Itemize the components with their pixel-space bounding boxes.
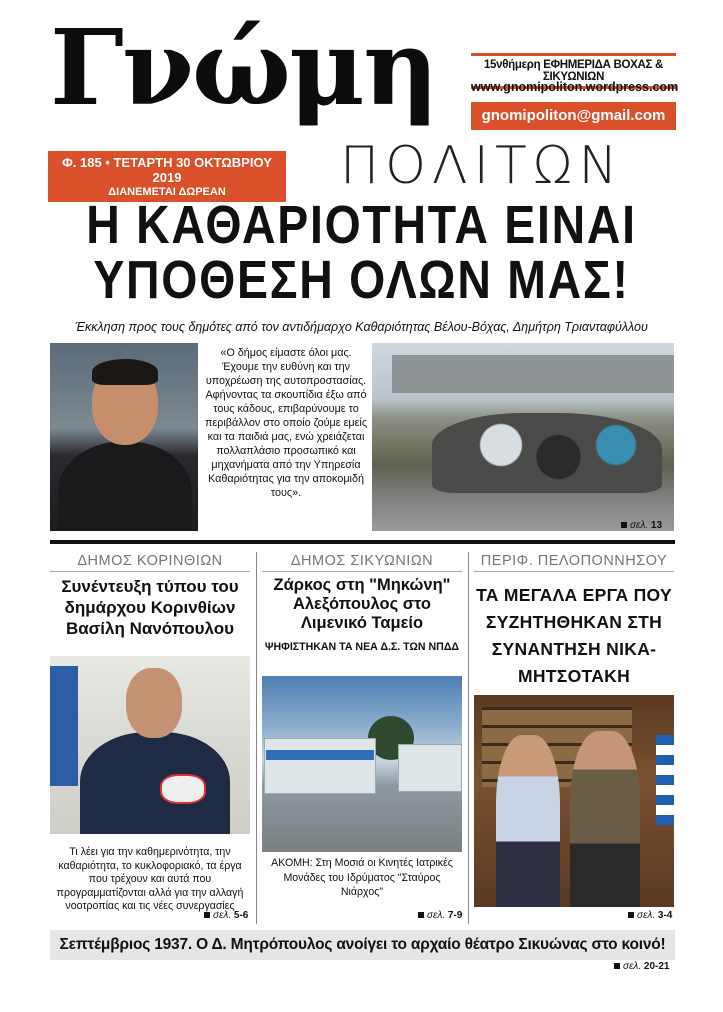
square-bullet-icon — [628, 912, 634, 918]
lead-quote: «Ο δήμος είμαστε όλοι μας. Έχουμε την ευθύνη και την υποχρέωση της αυτοπροστασίας. Αφήνοντας τα σκουπίδια έξω από τους κάδους, επιβαρύνουμε το περιβάλλον στο οποίο ζούμε εμείς και τα παιδιά μας, ενώ χρειάζεται πολλαπλάσιο προσωπικό και μηχανήματα από την Υπηρεσία Καθαριότητας για την αποκομιδή τους». — [204, 347, 368, 499]
info-box — [471, 53, 679, 133]
square-bullet-icon — [204, 912, 210, 918]
meeting-photo — [474, 695, 674, 907]
logo-title: Γνώμη — [50, 6, 437, 129]
square-bullet-icon — [621, 522, 627, 528]
lead-page-ref[interactable]: σελ. 13 — [621, 520, 662, 531]
section-divider — [50, 540, 675, 544]
title-corinth[interactable]: Συνέντευξη τύπου του δημάρχου Κορινθίων Βασίλη Νανόπουλου — [61, 577, 239, 638]
kicker-peloponnese: ΠΕΡΙΦ. ΠΕΛΟΠΟΝΝΗΣΟΥ — [474, 553, 674, 572]
bottom-page-ref[interactable]: σελ. 20-21 — [614, 961, 669, 972]
free-distribution: ΔΙΑΝΕΜΕΤΑΙ ΔΩΡΕΑΝ — [108, 186, 226, 198]
caption-sikyon: ΑΚΟΜΗ: Στη Μοσιά οι Κινητές Ιατρικές Μονάδες του Ιδρύματος "Σταύρος Νιάρχος" — [271, 857, 453, 898]
square-bullet-icon — [614, 963, 620, 969]
tagline: 15νθήμερη ΕΦΗΜΕΡΙΔΑ ΒΟΧΑΣ & ΣΙΚΥΩΝΙΩΝ — [471, 53, 676, 89]
website-link[interactable]: www.gnomipoliton.wordpress.com — [471, 80, 679, 94]
column-corinth — [50, 553, 250, 639]
logo-subtitle: ΠΟΛΙΤΩΝ — [340, 136, 624, 196]
kicker-corinth: ΔΗΜΟΣ ΚΟΡΙΝΘΙΩΝ — [50, 553, 250, 572]
headline-line-2: ΥΠΟΘΕΣΗ ΟΛΩΝ ΜΑΣ! — [93, 250, 630, 310]
microphone-icon — [160, 774, 206, 804]
square-bullet-icon — [418, 912, 424, 918]
lead-headline — [51, 195, 673, 310]
deputy-mayor-photo — [50, 343, 198, 531]
garbage-photo — [372, 343, 674, 531]
column-sikyon — [262, 553, 462, 653]
kicker-sikyon: ΔΗΜΟΣ ΣΙΚΥΩΝΙΩΝ — [262, 553, 462, 572]
email-link[interactable]: gnomipoliton@gmail.com — [471, 102, 676, 130]
sikyon-page-ref[interactable]: σελ. 7-9 — [418, 910, 462, 921]
lead-subhead: Έκκληση προς τους δημότες από τον αντιδήμαρχο Καθαριότητας Βέλου-Βόχας, Δημήτρη Τριανταφύλλου — [75, 320, 648, 334]
column-peloponnese — [474, 553, 674, 690]
bottom-headline: Σεπτέμβριος 1937. Ο Δ. Μητρόπουλος ανοίγει το αρχαίο θέατρο Σικυώνας στο κοινό! — [59, 936, 666, 953]
title-sikyon[interactable]: Ζάρκος στη "Μηκώνη" Αλεξόπουλος στο Λιμενικό Ταμείο — [273, 576, 451, 632]
peloponnese-page-ref[interactable]: σελ. 3-4 — [628, 910, 672, 921]
bottom-banner[interactable] — [50, 930, 675, 960]
column-divider — [256, 552, 257, 924]
mayor-corinth-photo — [50, 656, 250, 834]
medical-units-photo — [262, 676, 462, 852]
subtitle-sikyon: ΨΗΦΙΣΤΗΚΑΝ ΤΑ ΝΕΑ Δ.Σ. ΤΩΝ ΝΠΔΔ — [264, 641, 460, 653]
headline-line-1: Η ΚΑΘΑΡΙΟΤΗΤΑ ΕΙΝΑΙ — [86, 195, 637, 255]
corinth-page-ref[interactable]: σελ. 5-6 — [204, 910, 248, 921]
issue-line: Φ. 185 • ΤΕΤΑΡΤΗ 30 ΟΚΤΩΒΡΙΟΥ 2019 — [62, 155, 272, 185]
column-divider — [468, 552, 469, 924]
title-peloponnese[interactable]: ΤΑ ΜΕΓΑΛΑ ΕΡΓΑ ΠΟΥ ΣΥΖΗΤΗΘΗΚΑΝ ΣΤΗ ΣΥΝΑΝΤΗΣΗ ΝΙΚΑ-ΜΗΤΣΟΤΑΚΗ — [476, 585, 672, 686]
caption-corinth: Τι λέει για την καθημερινότητα, την καθαριότητα, το κυκλοφοριακό, τα έργα που τρέχουν και αυτά που προγραμματίζονται αλλά για την αλλαγή νοοτροπίας και τις νέες συνεργασίες — [56, 846, 244, 912]
